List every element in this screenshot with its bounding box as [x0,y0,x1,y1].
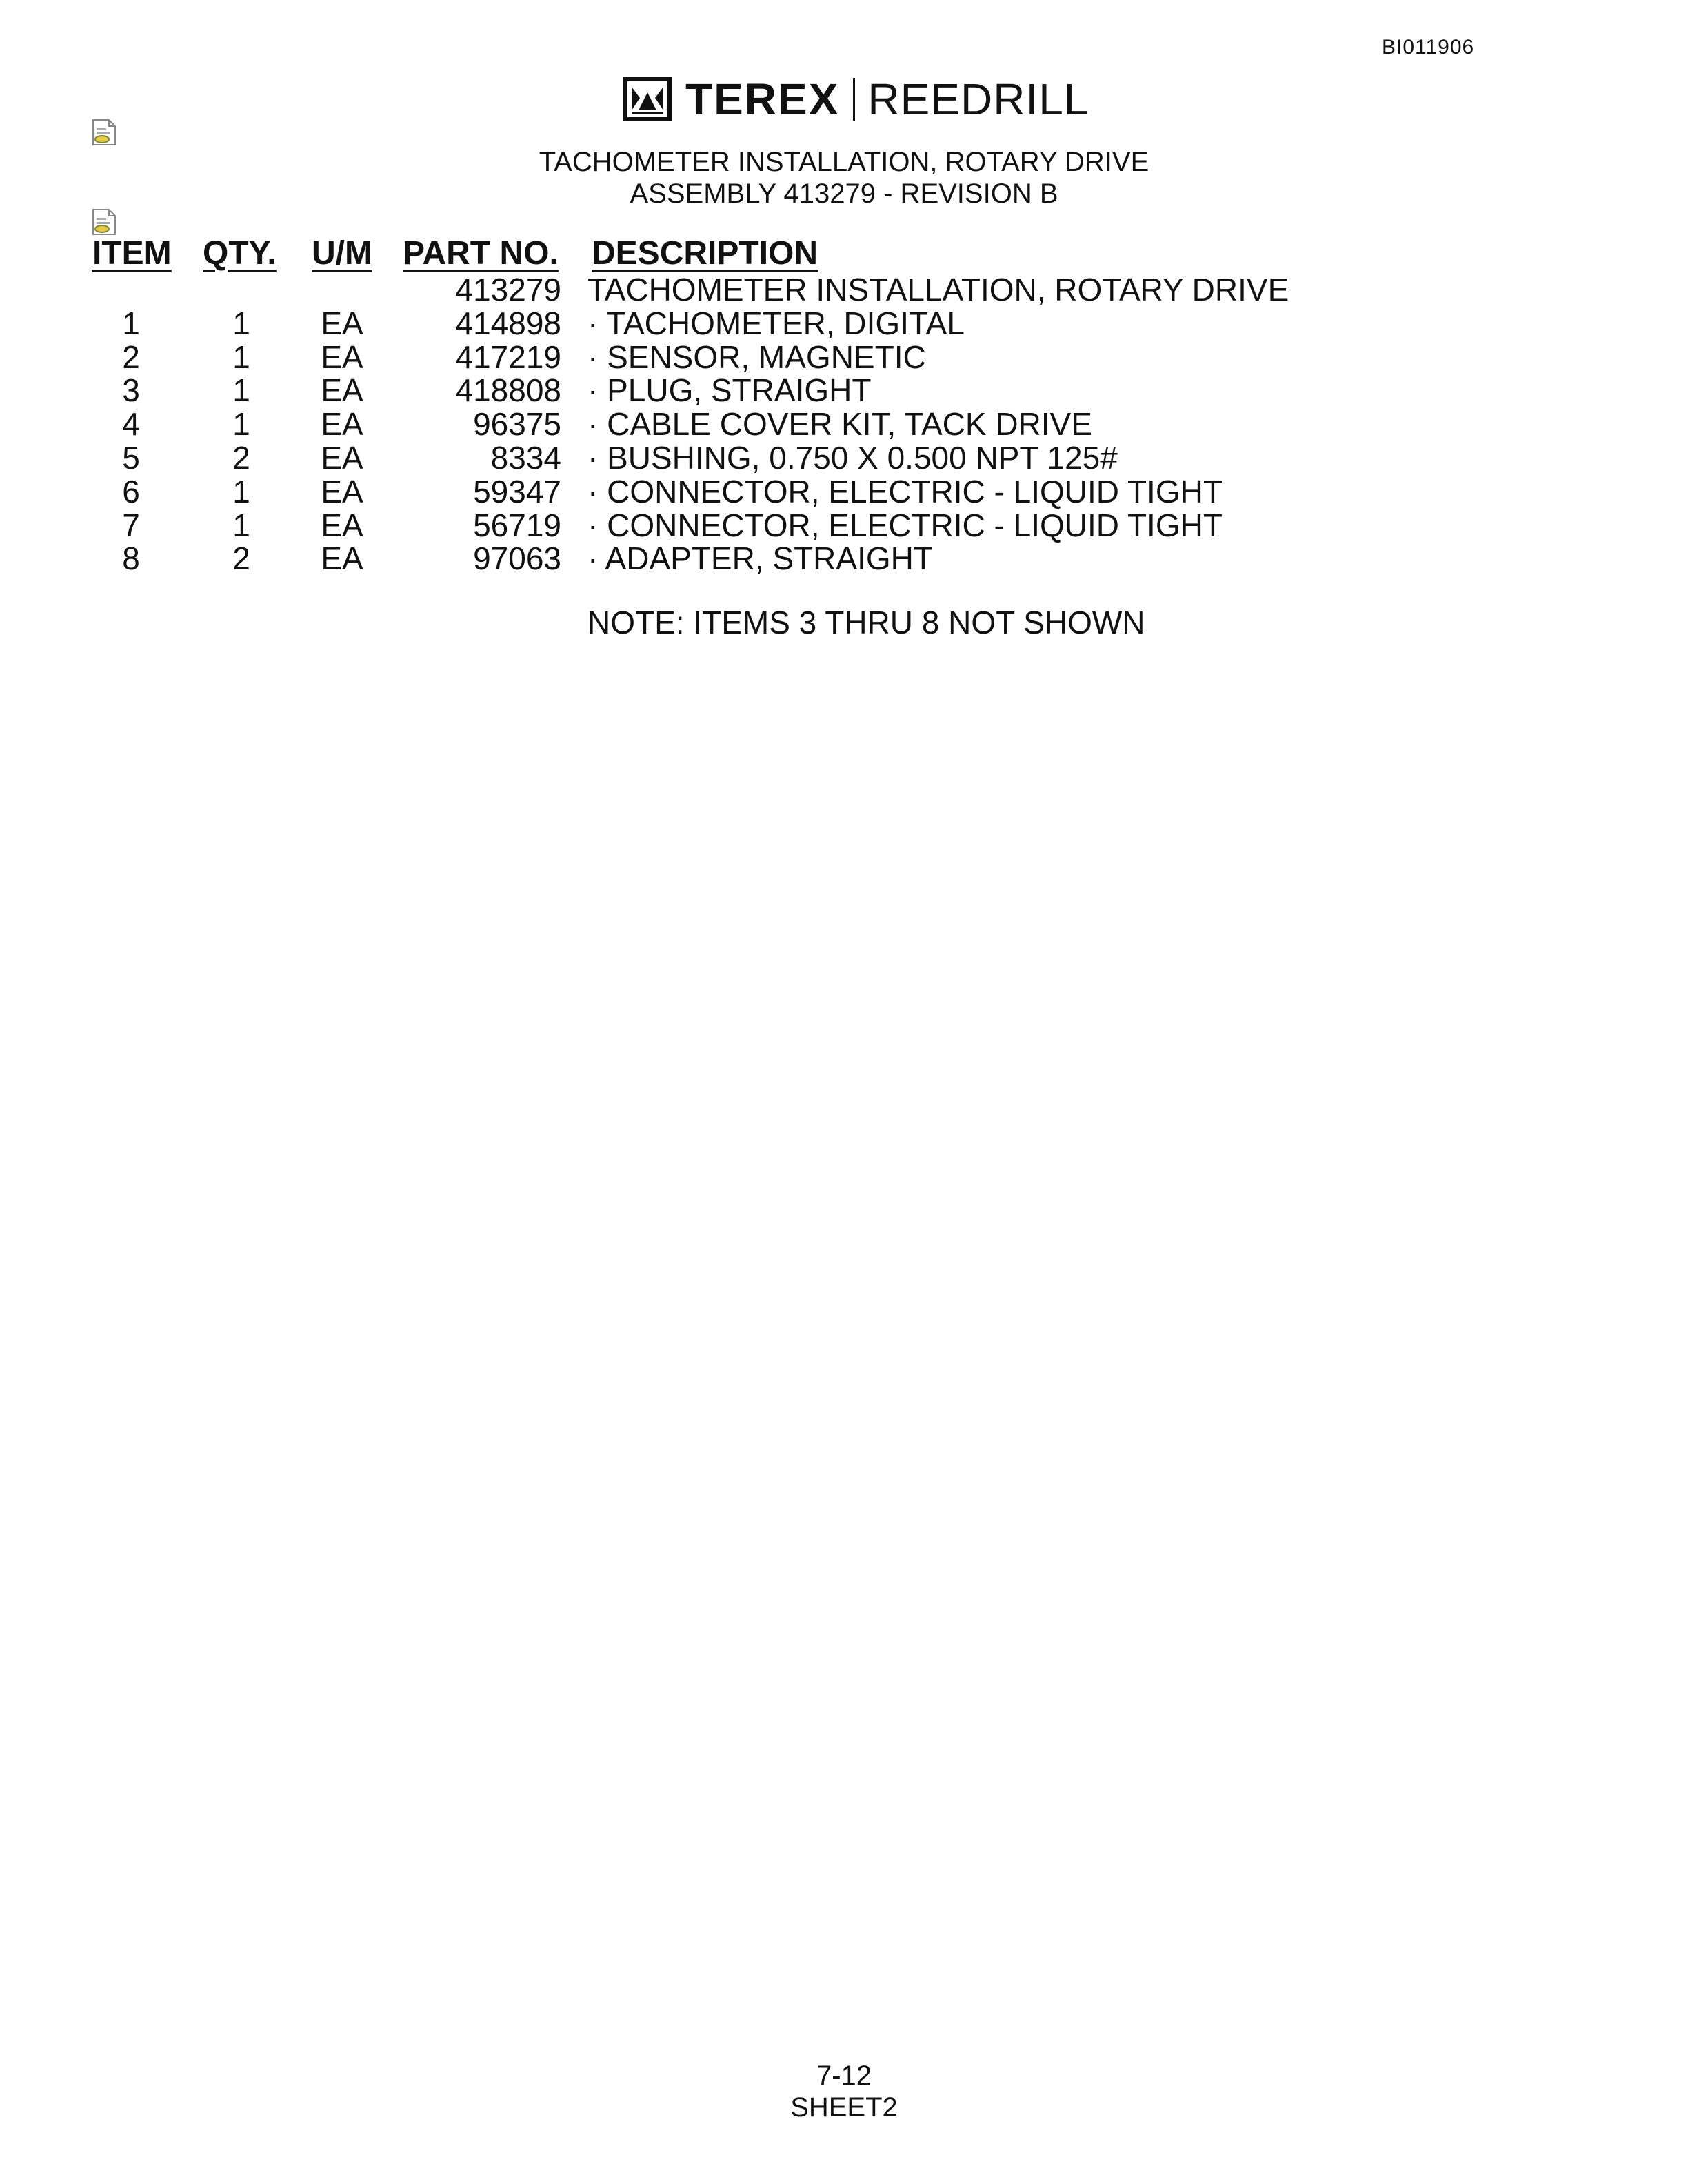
item-quantity: 1 [232,474,250,509]
item-unit: EA [321,507,363,543]
document-link-icon[interactable] [91,208,117,236]
item-part-number: 59347 [473,474,561,509]
page-number: 7-12 [816,2061,872,2091]
header-description: DESCRIPTION [592,235,818,272]
item-quantity: 1 [232,305,250,341]
item-unit: EA [321,440,363,476]
item-description: · ADAPTER, STRAIGHT [587,540,933,576]
sheet-label: SHEET2 [790,2092,898,2123]
header-item: ITEM [92,235,172,272]
logo-divider [853,78,855,121]
terex-reedrill-logo [623,74,1089,124]
item-number: 3 [122,372,140,408]
title-line-1: TACHOMETER INSTALLATION, ROTARY DRIVE [539,147,1149,177]
item-description: · SENSOR, MAGNETIC [587,339,926,375]
item-description: · PLUG, STRAIGHT [587,372,872,408]
item-number: 2 [122,339,140,375]
table-row [0,374,1688,407]
item-part-number: 417219 [455,339,561,375]
item-part-number: 418808 [455,372,561,408]
table-row [0,407,1688,441]
item-part-number: 414898 [455,305,561,341]
item-number: 8 [122,540,140,576]
logo-brand-text: TEREX [685,74,840,124]
assembly-part-number: 413279 [455,272,561,307]
item-quantity: 2 [232,440,250,476]
item-description: · BUSHING, 0.750 X 0.500 NPT 125# [587,440,1118,476]
item-quantity: 1 [232,406,250,442]
item-number: 5 [122,440,140,476]
header-qty: QTY. [203,235,277,272]
item-number: 7 [122,507,140,543]
note-text: NOTE: ITEMS 3 THRU 8 NOT SHOWN [587,605,1145,640]
item-part-number: 96375 [473,406,561,442]
document-link-icon[interactable] [91,119,117,146]
item-unit: EA [321,339,363,375]
table-row [0,542,1688,575]
item-number: 4 [122,406,140,442]
assembly-description: TACHOMETER INSTALLATION, ROTARY DRIVE [587,272,1289,307]
assembly-title [0,146,1688,210]
table-row [0,441,1688,474]
table-row [0,509,1688,542]
item-unit: EA [321,474,363,509]
item-number: 1 [122,305,140,341]
item-unit: EA [321,540,363,576]
item-number: 6 [122,474,140,509]
header-part-no: PART NO. [403,235,559,272]
terex-crown-emblem-icon [623,77,672,121]
item-description: · CABLE COVER KIT, TACK DRIVE [587,406,1092,442]
table-row [0,341,1688,374]
item-description: · CONNECTOR, ELECTRIC - LIQUID TIGHT [587,474,1223,509]
item-quantity: 1 [232,507,250,543]
item-part-number: 8334 [490,440,561,476]
item-unit: EA [321,406,363,442]
item-description: · CONNECTOR, ELECTRIC - LIQUID TIGHT [587,507,1223,543]
item-quantity: 2 [232,540,250,576]
header-um: U/M [312,235,372,272]
assembly-row [0,273,1688,306]
item-quantity: 1 [232,372,250,408]
item-part-number: 97063 [473,540,561,576]
item-quantity: 1 [232,339,250,375]
page-footer [0,2060,1688,2123]
logo-product-text: REEDRILL [867,74,1089,124]
item-description: · TACHOMETER, DIGITAL [587,305,965,341]
item-unit: EA [321,305,363,341]
item-unit: EA [321,372,363,408]
table-row [0,307,1688,340]
document-id: BI011906 [1382,36,1475,59]
item-part-number: 56719 [473,507,561,543]
table-row [0,475,1688,508]
title-line-2: ASSEMBLY 413279 - REVISION B [630,179,1058,209]
